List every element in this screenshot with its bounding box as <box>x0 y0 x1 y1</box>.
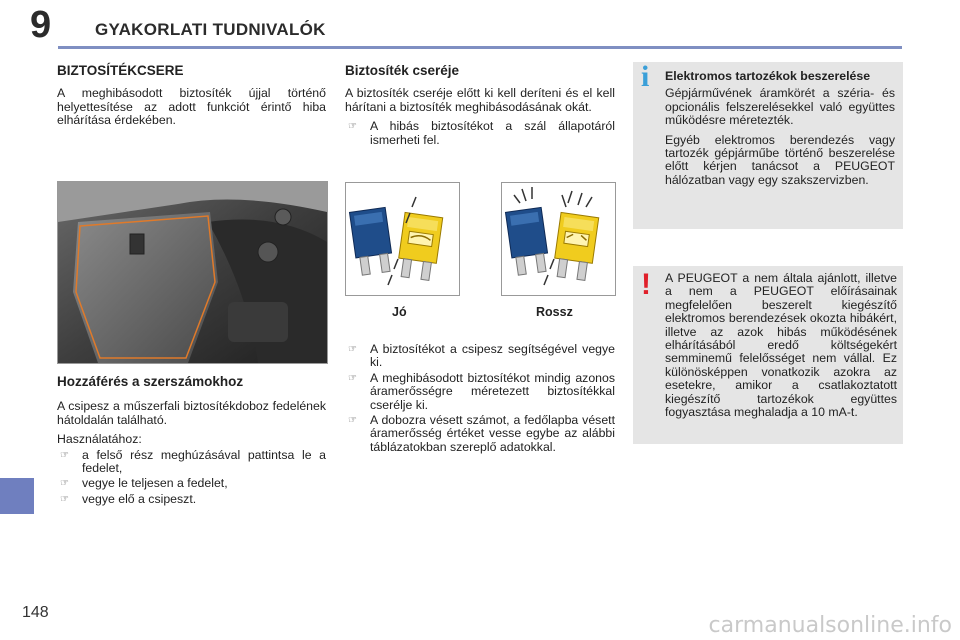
info-box-paragraph: Gépjárművének áramkörét a széria- és opcionális felszerelésekkel való együttes működésre méretezték. <box>665 86 895 128</box>
fuse-good-illustration <box>345 182 460 296</box>
column-left-lower <box>57 375 326 508</box>
list-item-text: A meghibásodott biztosítékot mindig azonos áramerősségre méretezett biztosítékkal cserélje ki. <box>370 370 615 412</box>
list-item-text: vegye elő a csipeszt. <box>82 491 197 506</box>
list-item-text: A biztosítékot a csipesz segítségével vegye ki. <box>370 342 615 370</box>
page-number: 148 <box>22 604 49 621</box>
pointing-hand-icon: ☞ <box>348 415 357 427</box>
exclamation-icon: ! <box>641 268 651 301</box>
warning-box <box>633 266 903 444</box>
header-rule <box>58 46 902 49</box>
list-item-text: A dobozra vésett számot, a fedőlapba vésett áramerősség értéket vesse egybe az alábbi táblázatokban szereplő adatokkal. <box>370 413 615 454</box>
access-text: A csipesz a műszerfali biztosítékdoboz fedelének hátoldalán található. <box>57 399 326 427</box>
info-box <box>633 62 903 229</box>
warning-box-text: A PEUGEOT a nem általa ajánlott, illetve a nem a PEUGEOT előírásainak megfelelően beszerelt kiegészítő elektromos berendezések okozta hibákért, illetve az azok hibás működésének elhárításából eredő költségekért semminemű felelősséget nem vállal. Ez különösképpen vonatkozik azokra az esetekre, amikor a csatlakoztatott kiegészítő tartozékok együttes fogyasztása meghaladja a 10 mA-t. <box>665 271 897 420</box>
fuse-replace-title: Biztosíték cseréje <box>345 63 460 78</box>
glovebox-fusebox-photo <box>57 181 328 364</box>
fuse-replace-intro: A biztosíték cseréje előtt ki kell deríteni és el kell hárítani a biztosíték meghibásodásának okát. <box>345 86 615 114</box>
list-item-text: A hibás biztosítékot a szál állapotáról ismerheti fel. <box>370 119 615 147</box>
info-box-paragraph: Egyéb elektromos berendezés vagy tartozék gépjárműbe történő beszerelése előtt kérjen tanácsot a PEUGEOT hálózatban vagy egy szakszervizben. <box>665 132 895 187</box>
info-box-title: Elektromos tartozékok beszerelése <box>665 69 871 83</box>
list-item <box>345 343 615 370</box>
usage-label: Használatához: <box>57 432 142 447</box>
column-middle <box>345 64 615 149</box>
list-item <box>57 449 326 476</box>
list-item <box>345 372 615 412</box>
access-title: Hozzáférés a szerszámokhoz <box>57 374 244 389</box>
section-title: BIZTOSÍTÉKCSERE <box>57 63 184 78</box>
list-item <box>57 477 326 490</box>
pointing-hand-icon: ☞ <box>348 121 357 133</box>
list-item <box>345 414 615 454</box>
column-left <box>57 64 326 134</box>
pointing-hand-icon: ☞ <box>348 344 357 355</box>
pointing-hand-icon: ☞ <box>348 372 357 384</box>
pointing-hand-icon: ☞ <box>60 449 69 461</box>
intro-text: A meghibásodott biztosíték újjal történő helyettesítése az adott funkciót érintő hiba elhárítása érdekében. <box>57 86 326 128</box>
label-bad: Rossz <box>536 305 573 319</box>
list-item-text: vegye le teljesen a fedelet, <box>82 476 228 491</box>
column-middle-lower <box>345 343 615 456</box>
info-icon: i <box>641 60 650 93</box>
list-item <box>345 120 615 147</box>
pointing-hand-icon: ☞ <box>60 478 69 490</box>
chapter-side-tab <box>0 478 34 514</box>
list-item-text: a felső rész meghúzásával pattintsa le a fedelet, <box>82 447 326 476</box>
list-item <box>57 493 326 506</box>
label-good: Jó <box>392 305 407 319</box>
chapter-title: GYAKORLATI TUDNIVALÓK <box>95 20 326 39</box>
info-box-content <box>665 70 895 193</box>
pointing-hand-icon: ☞ <box>60 493 69 505</box>
footer-watermark: carmanualsonline.info <box>708 613 952 638</box>
fuse-bad-illustration <box>501 182 616 296</box>
chapter-number: 9 <box>30 4 52 46</box>
